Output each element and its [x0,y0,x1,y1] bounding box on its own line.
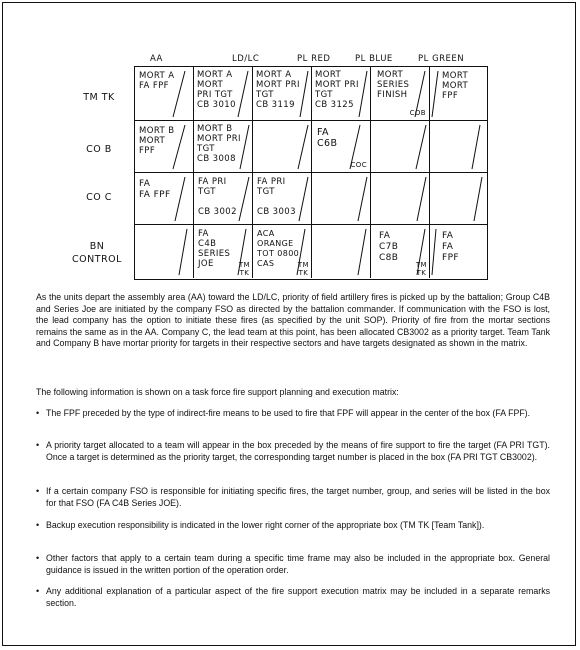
matrix-cell [312,67,371,121]
cell-text: MORT B MORT FPF [139,126,175,156]
cell-text: FA PRI TGT CB 3003 [257,177,296,217]
bullet-text: Backup execution responsibility is indicated in the lower right corner of the appropriate box (TM TK [Team Tank]). [46,520,485,530]
backup-tag: COB [409,109,426,117]
matrix-cell [135,67,194,121]
matrix-cell [371,173,430,225]
matrix-cell [194,121,253,173]
bullet-item [36,408,550,420]
lead-paragraph-text: The following information is shown on a task force fire support planning and execution matrix: [36,387,399,397]
matrix-cell [312,121,371,173]
matrix-cell [135,121,194,173]
cell-text: MORT A MORT PRI TGT CB 3119 [256,70,300,110]
cell-text: FA C7B C8B [379,231,399,263]
cell-text: FA FA FPF [442,231,459,263]
matrix-cell [430,173,487,225]
bullet-dot: • [36,586,40,596]
matrix-cell [194,67,253,121]
bullet-text: Other factors that apply to a certain team during a specific time frame may also be included in the appropriate box. General guidance is issued in the written portion of the operation order. [46,553,550,575]
bullet-text: Any additional explanation of a particular aspect of the fire support execution matrix may be included in a separate remarks section. [46,586,550,608]
bullet-dot: • [36,440,40,450]
col-header-pl-red: PL RED [297,54,331,64]
cell-text: MORT SERIES FINISH [377,70,410,100]
matrix-cell [371,225,430,278]
backup-tag: TM TK [238,261,250,277]
backup-tag: TM TK [415,261,427,277]
row-header-tm-tk: TM TK [83,92,115,103]
matrix-cell [371,67,430,121]
matrix-cell [430,67,487,121]
bullet-dot: • [36,553,40,563]
row-header-co-c: CO C [86,192,112,203]
bullet-dot: • [36,520,40,530]
cell-text: FA FA FPF [139,179,171,200]
fire-support-matrix [134,66,488,280]
matrix-cell [194,225,253,278]
cell-text: FA PRI TGT CB 3002 [198,177,237,217]
row-header-bn-control: BN CONTROL [72,241,122,265]
cell-text: MORT B MORT PRI TGT CB 3008 [197,124,241,164]
matrix-cell [253,173,312,225]
bullet-text: If a certain company FSO is responsible for initiating specific fires, the target number, group, and series will be listed in the box for that FSO (FA C4B Series JOE). [46,486,550,508]
matrix-cell [312,225,371,278]
bullet-text: The FPF preceded by the type of indirect-fire means to be used to fire that FPF will appear in the center of the box (FA FPF). [46,408,531,418]
cell-text: MORT MORT FPF [442,71,469,101]
cell-text: MORT MORT PRI TGT CB 3125 [315,70,359,110]
matrix-cell [135,173,194,225]
backup-tag: COC [350,161,367,169]
cell-text: ACA ORANGE TOT 0800 CAS [257,229,300,268]
cell-text: FA C6B [317,127,338,149]
matrix-cell [194,173,253,225]
cell-text: FA C4B SERIES JOE [198,229,231,269]
bullet-dot: • [36,408,40,418]
matrix-cell [430,121,487,173]
bullet-dot: • [36,486,40,496]
intro-paragraph [36,292,550,350]
backup-tag: TM TK [297,261,309,277]
matrix-cell [135,225,194,278]
lead-paragraph [36,387,550,399]
col-header-pl-green: PL GREEN [418,54,465,64]
bullet-item [36,486,550,509]
bullet-item [36,440,550,463]
matrix-cell [253,121,312,173]
bullet-item [36,553,550,576]
col-header-aa: AA [150,54,163,64]
row-header-co-b: CO B [86,144,112,155]
bullet-item [36,520,550,532]
col-header-ld-lc: LD/LC [232,54,260,64]
bullet-item [36,586,550,609]
matrix-cell [253,67,312,121]
matrix-cell [253,225,312,278]
matrix-cell [430,225,487,278]
cell-text: MORT A FA FPF [139,71,175,91]
matrix-cell [312,173,371,225]
intro-paragraph-text: As the units depart the assembly area (AA) toward the LD/LC, priority of field artillery fires is picked up by the battalion; Group C4B and Series Joe are initiated by the company FSO as directed by the battalion commander. If communication with the FSO is lost, the lead company has the option to initiate these fires (as specified by the unit SOP). Priority of fire from the mortar sections remains the same as in the AA. Company C, the lead team at this point, has been allocated CB3002 as a priority target. Team Tank and Company B have mortar priority for targets in their respective sectors and have targets designated as shown in the matrix. [36,292,550,348]
matrix-cell [371,121,430,173]
cell-text: MORT A MORT PRI TGT CB 3010 [197,70,236,110]
col-header-pl-blue: PL BLUE [355,54,393,64]
bullet-text: A priority target allocated to a team will appear in the box preceded by the means of fire support to fire the target (FA PRI TGT). Once a target is determined as the priority target, the corresponding target number is placed in the box (FA PRI TGT CB3002). [46,440,550,462]
